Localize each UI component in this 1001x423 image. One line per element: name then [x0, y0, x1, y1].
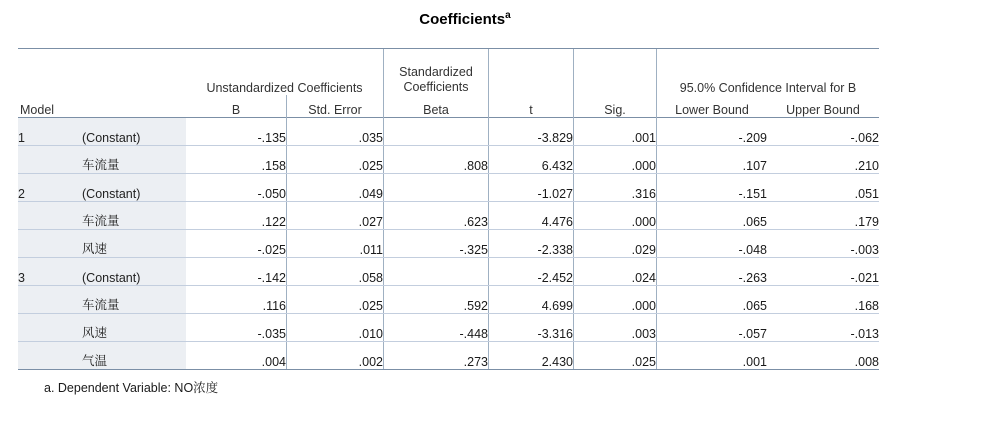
cell-lower-bound: .065 — [657, 202, 768, 230]
cell-variable: 车流量 — [82, 202, 186, 230]
table-title — [0, 10, 930, 28]
cell-b: .158 — [186, 146, 287, 174]
cell-upper-bound: -.013 — [767, 314, 879, 342]
cell-std-error: .025 — [287, 146, 384, 174]
header-model: Model — [20, 103, 55, 117]
cell-std-error: .010 — [287, 314, 384, 342]
cell-upper-bound: .051 — [767, 174, 879, 202]
header-lower-bound: Lower Bound — [657, 95, 768, 118]
coefficients-table — [18, 48, 879, 370]
table-row — [18, 342, 879, 370]
cell-model — [18, 146, 82, 174]
table-header — [18, 49, 879, 118]
header-row-top — [18, 49, 879, 96]
cell-t: -3.829 — [489, 118, 574, 146]
table-title-superscript: a — [505, 10, 511, 21]
table-row — [18, 230, 879, 258]
cell-lower-bound: -.209 — [657, 118, 768, 146]
header-t: t — [489, 95, 574, 118]
header-standardized — [384, 49, 489, 96]
cell-model: 3 — [18, 258, 82, 286]
cell-t: 4.699 — [489, 286, 574, 314]
header-std-error: Std. Error — [287, 95, 384, 118]
cell-sig: .316 — [574, 174, 657, 202]
header-beta: Beta — [384, 95, 489, 118]
cell-variable: (Constant) — [82, 118, 186, 146]
cell-model — [18, 314, 82, 342]
cell-b: -.142 — [186, 258, 287, 286]
cell-sig: .000 — [574, 286, 657, 314]
cell-lower-bound: .065 — [657, 286, 768, 314]
table-row — [18, 174, 879, 202]
header-spacer-variable — [82, 49, 186, 96]
cell-upper-bound: -.062 — [767, 118, 879, 146]
cell-upper-bound: .179 — [767, 202, 879, 230]
cell-upper-bound: -.003 — [767, 230, 879, 258]
header-row-sub — [18, 95, 879, 118]
table-row — [18, 258, 879, 286]
cell-b: -.025 — [186, 230, 287, 258]
cell-b: .122 — [186, 202, 287, 230]
cell-lower-bound: -.057 — [657, 314, 768, 342]
cell-t: 6.432 — [489, 146, 574, 174]
cell-b: -.050 — [186, 174, 287, 202]
cell-variable: 气温 — [82, 342, 186, 370]
cell-std-error: .027 — [287, 202, 384, 230]
cell-variable: 车流量 — [82, 146, 186, 174]
cell-lower-bound: -.151 — [657, 174, 768, 202]
cell-b: .116 — [186, 286, 287, 314]
cell-std-error: .025 — [287, 286, 384, 314]
cell-sig: .024 — [574, 258, 657, 286]
header-standardized-line2: Coefficients — [403, 80, 469, 94]
header-spacer-model — [18, 49, 82, 96]
cell-lower-bound: .107 — [657, 146, 768, 174]
header-spacer-sig — [574, 49, 657, 96]
cell-sig: .000 — [574, 146, 657, 174]
cell-beta: -.448 — [384, 314, 489, 342]
header-confidence-interval: 95.0% Confidence Interval for B — [657, 49, 880, 96]
cell-variable: 车流量 — [82, 286, 186, 314]
cell-t: -2.338 — [489, 230, 574, 258]
cell-variable: 风速 — [82, 230, 186, 258]
cell-sig: .001 — [574, 118, 657, 146]
cell-b: -.035 — [186, 314, 287, 342]
cell-t: -2.452 — [489, 258, 574, 286]
cell-upper-bound: .008 — [767, 342, 879, 370]
cell-upper-bound: .168 — [767, 286, 879, 314]
cell-lower-bound: -.263 — [657, 258, 768, 286]
cell-std-error: .011 — [287, 230, 384, 258]
cell-std-error: .058 — [287, 258, 384, 286]
cell-model — [18, 342, 82, 370]
cell-lower-bound: .001 — [657, 342, 768, 370]
cell-sig: .029 — [574, 230, 657, 258]
cell-upper-bound: -.021 — [767, 258, 879, 286]
cell-variable: 风速 — [82, 314, 186, 342]
table-row — [18, 202, 879, 230]
header-spacer-t — [489, 49, 574, 96]
cell-t: 4.476 — [489, 202, 574, 230]
cell-model: 2 — [18, 174, 82, 202]
cell-beta — [384, 118, 489, 146]
header-b: B — [231, 103, 241, 117]
cell-model — [18, 202, 82, 230]
header-upper-bound: Upper Bound — [786, 103, 860, 117]
cell-variable: (Constant) — [82, 258, 186, 286]
cell-t: 2.430 — [489, 342, 574, 370]
cell-b: .004 — [186, 342, 287, 370]
cell-beta: .808 — [384, 146, 489, 174]
cell-std-error: .002 — [287, 342, 384, 370]
header-unstandardized: Unstandardized Coefficients — [186, 49, 384, 96]
table-row — [18, 146, 879, 174]
table-row — [18, 286, 879, 314]
cell-model — [18, 230, 82, 258]
table-body — [18, 118, 879, 370]
cell-sig: .025 — [574, 342, 657, 370]
cell-lower-bound: -.048 — [657, 230, 768, 258]
cell-variable: (Constant) — [82, 174, 186, 202]
cell-beta — [384, 174, 489, 202]
cell-beta: .623 — [384, 202, 489, 230]
cell-upper-bound: .210 — [767, 146, 879, 174]
header-standardized-line1: Standardized — [399, 65, 473, 79]
cell-beta: .273 — [384, 342, 489, 370]
cell-sig: .000 — [574, 202, 657, 230]
table-row — [18, 118, 879, 146]
header-spacer-variable-2 — [82, 95, 186, 118]
cell-beta: .592 — [384, 286, 489, 314]
cell-sig: .003 — [574, 314, 657, 342]
cell-t: -1.027 — [489, 174, 574, 202]
header-sig: Sig. — [574, 95, 657, 118]
cell-b: -.135 — [186, 118, 287, 146]
cell-beta: -.325 — [384, 230, 489, 258]
table-title-text: Coefficients — [419, 11, 506, 28]
table-row — [18, 314, 879, 342]
cell-beta — [384, 258, 489, 286]
cell-model — [18, 286, 82, 314]
cell-std-error: .049 — [287, 174, 384, 202]
cell-std-error: .035 — [287, 118, 384, 146]
cell-t: -3.316 — [489, 314, 574, 342]
cell-model: 1 — [18, 118, 82, 146]
table-footnote: a. Dependent Variable: NO浓度 — [44, 381, 219, 395]
